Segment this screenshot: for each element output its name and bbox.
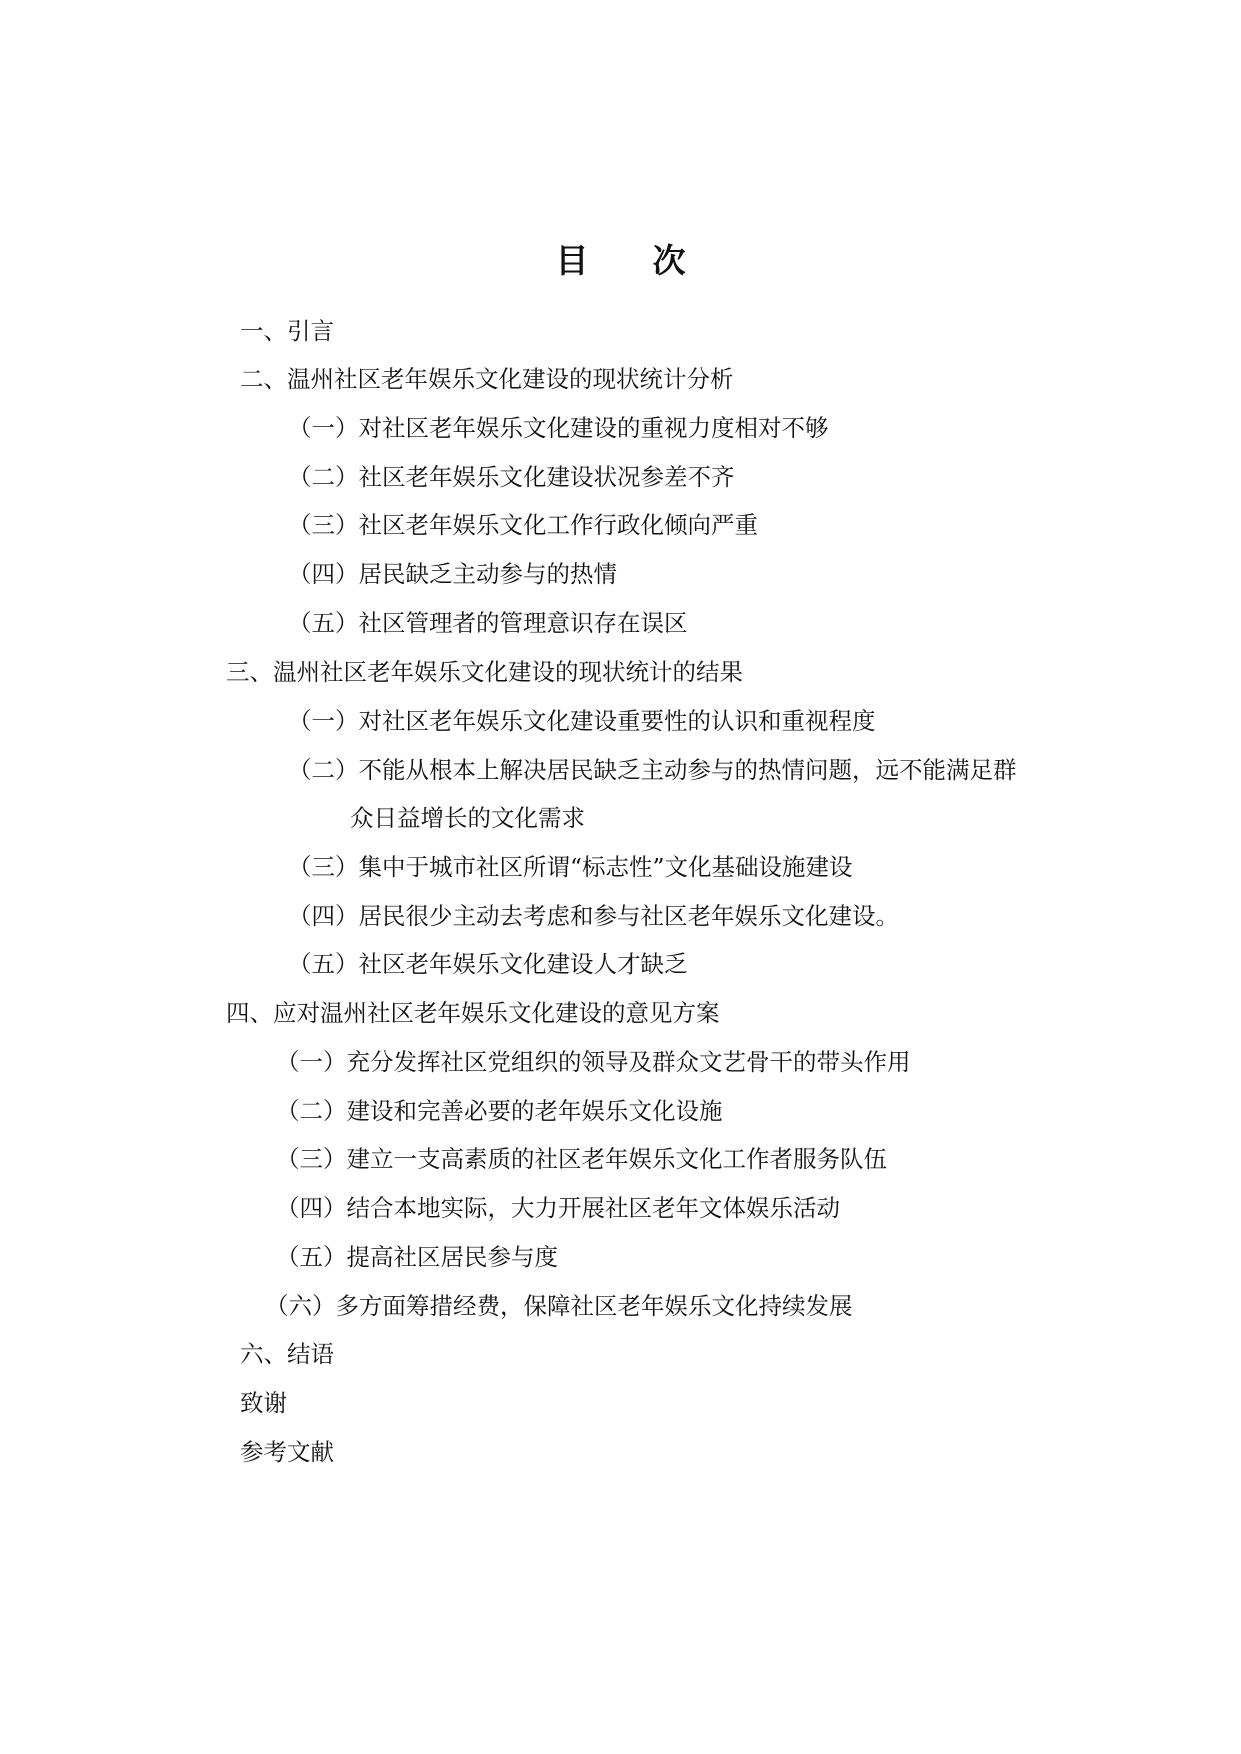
toc-entry-section-4-4[interactable]: （四）结合本地实际，大力开展社区老年文体娱乐活动 <box>276 1194 840 1222</box>
toc-entry-section-4-3[interactable]: （三）建立一支高素质的社区老年娱乐文化工作者服务队伍 <box>276 1145 887 1173</box>
page-title <box>0 236 1241 286</box>
toc-entry-section-6[interactable]: 六、结语 <box>240 1340 334 1368</box>
toc-entry-section-2[interactable]: 二、温州社区老年娱乐文化建设的现状统计分析 <box>240 365 734 393</box>
toc-entry-section-3-2[interactable]: （二）不能从根本上解决居民缺乏主动参与的热情问题，远不能满足群 <box>288 756 1017 784</box>
title-char-2: 次 <box>652 241 686 280</box>
toc-entry-section-3-5[interactable]: （五）社区老年娱乐文化建设人才缺乏 <box>288 950 688 978</box>
toc-entry-section-3[interactable]: 三、温州社区老年娱乐文化建设的现状统计的结果 <box>226 658 743 686</box>
toc-entry-section-2-2[interactable]: （二）社区老年娱乐文化建设状况参差不齐 <box>288 463 735 491</box>
toc-entry-section-1[interactable]: 一、引言 <box>240 317 334 345</box>
toc-entry-section-4-6[interactable]: （六）多方面筹措经费，保障社区老年娱乐文化持续发展 <box>265 1292 853 1320</box>
toc-entry-section-3-1[interactable]: （一）对社区老年娱乐文化建设重要性的认识和重视程度 <box>288 707 876 735</box>
toc-entry-section-2-5[interactable]: （五）社区管理者的管理意识存在误区 <box>288 609 688 637</box>
toc-entry-section-4-5[interactable]: （五）提高社区居民参与度 <box>276 1243 558 1271</box>
toc-entry-section-2-1[interactable]: （一）对社区老年娱乐文化建设的重视力度相对不够 <box>288 414 829 442</box>
title-char-1: 目 <box>555 241 589 280</box>
toc-entry-section-2-4[interactable]: （四）居民缺乏主动参与的热情 <box>288 560 617 588</box>
toc-entry-references[interactable]: 参考文献 <box>240 1438 334 1466</box>
toc-entry-section-3-3[interactable]: （三）集中于城市社区所谓“标志性”文化基础设施建设 <box>288 853 853 881</box>
toc-entry-section-4-2[interactable]: （二）建设和完善必要的老年娱乐文化设施 <box>276 1097 723 1125</box>
toc-entry-section-3-2-continued[interactable]: 众日益增长的文化需求 <box>350 804 585 832</box>
toc-entry-section-2-3[interactable]: （三）社区老年娱乐文化工作行政化倾向严重 <box>288 511 758 539</box>
toc-entry-section-4-1[interactable]: （一）充分发挥社区党组织的领导及群众文艺骨干的带头作用 <box>276 1048 911 1076</box>
toc-entry-section-4[interactable]: 四、应对温州社区老年娱乐文化建设的意见方案 <box>226 999 720 1027</box>
toc-entry-acknowledgements[interactable]: 致谢 <box>240 1389 287 1417</box>
toc-entry-section-3-4[interactable]: （四）居民很少主动去考虑和参与社区老年娱乐文化建设。 <box>288 902 899 930</box>
